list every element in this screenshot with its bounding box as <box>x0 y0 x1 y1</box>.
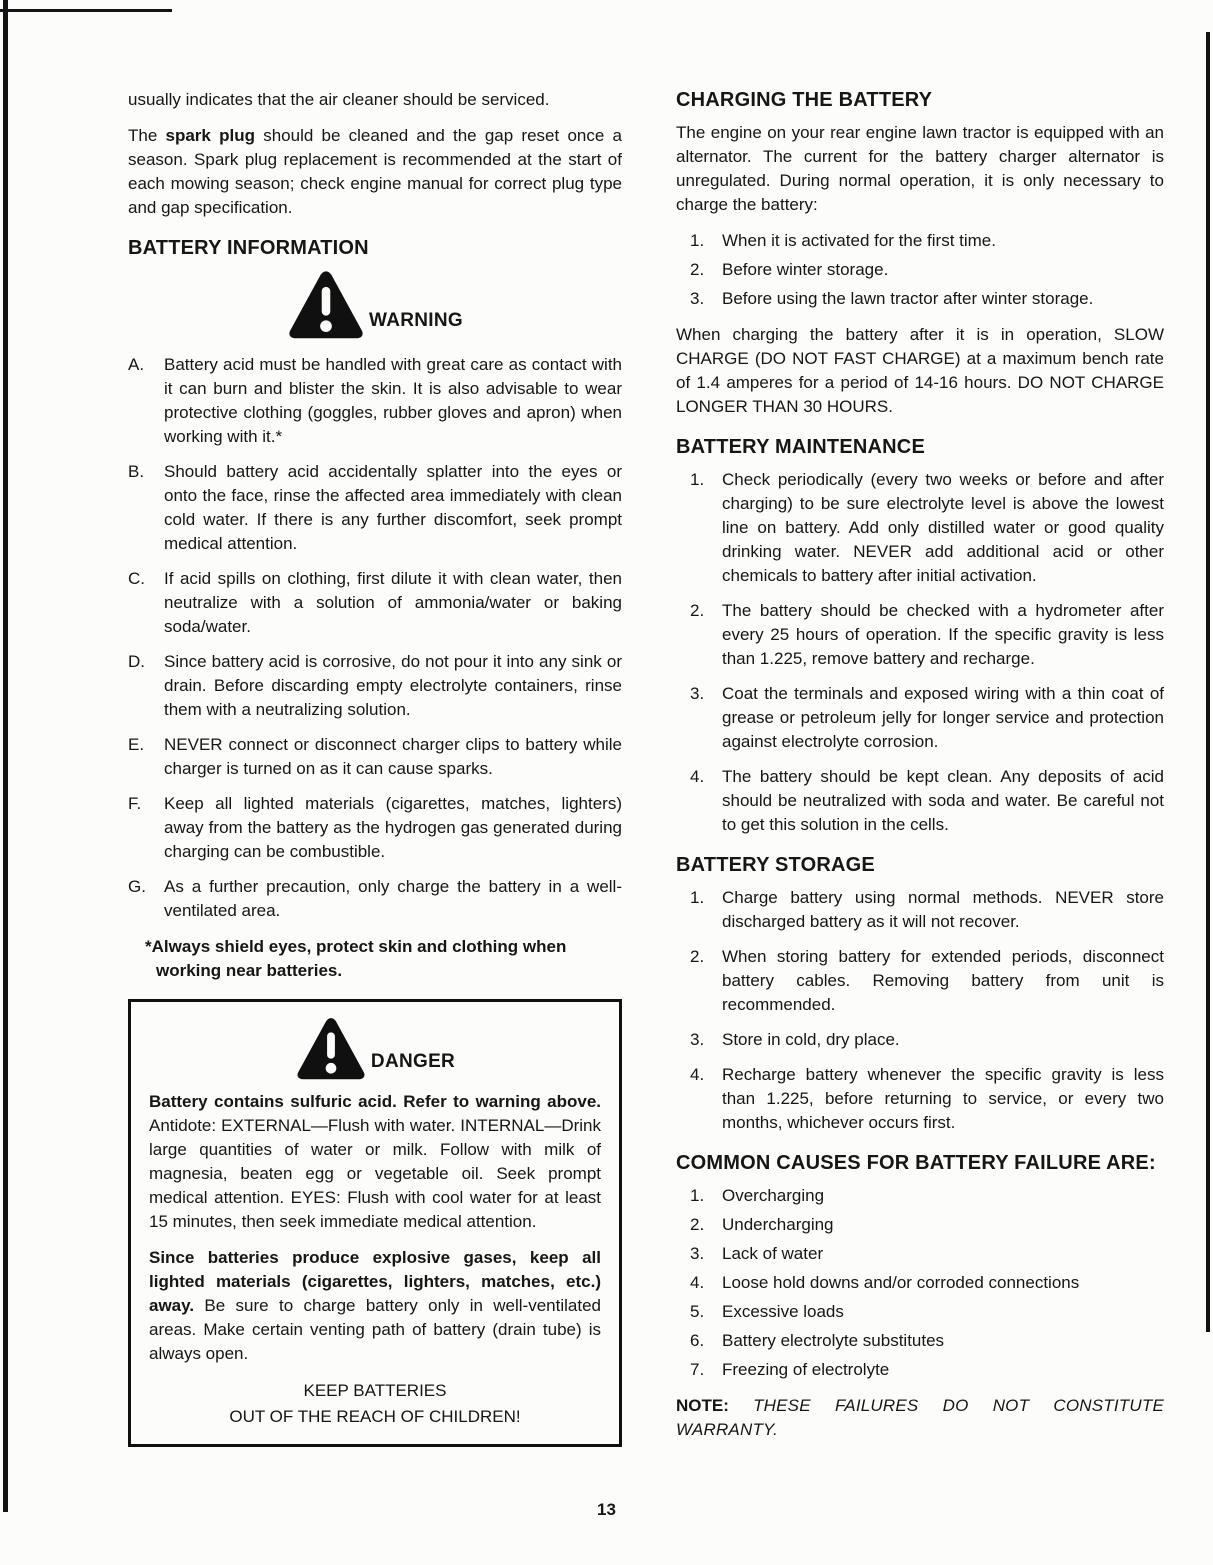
slow-charge-paragraph: When charging the battery after it is in operation, SLOW CHARGE (DO NOT FAST CHARGE) at a maximum bench rate of 1.4 amperes for a period of 14-16 hours. DO NOT CHARGE LONGER THAN 30 HOURS. <box>676 325 1164 416</box>
item-number: 1. <box>690 231 705 250</box>
battery-information-heading: BATTERY INFORMATION <box>128 237 369 259</box>
item-number: 4. <box>690 1273 705 1292</box>
item-text: NEVER connect or disconnect charger clips to battery while charger is turned on as it can cause sparks. <box>164 735 622 778</box>
storage-item-4 <box>676 1063 1164 1135</box>
note-text: THESE FAILURES DO NOT CONSTITUTE WARRANTY. <box>676 1396 1164 1439</box>
failure-item-4 <box>676 1271 1164 1295</box>
charging-battery-heading: CHARGING THE BATTERY <box>676 89 933 111</box>
battery-storage-heading: BATTERY STORAGE <box>676 854 875 876</box>
item-number: 2. <box>690 260 705 279</box>
item-number: 5. <box>690 1302 705 1321</box>
danger-antidote-paragraph <box>149 1090 601 1234</box>
warning-label: WARNING <box>369 310 463 331</box>
item-text: Battery acid must be handled with great care as contact with it can burn and blister the skin. It is also advisable to wear protective clothing (goggles, rubber gloves and apron) when working with it.* <box>164 355 622 446</box>
charging-list <box>676 229 1164 311</box>
note-label: NOTE: <box>676 1396 729 1415</box>
danger-gases-paragraph <box>149 1246 601 1366</box>
page-number: 13 <box>597 1500 616 1519</box>
warning-item-e <box>128 733 622 781</box>
storage-item-2 <box>676 945 1164 1017</box>
item-text: Check periodically (every two weeks or before and after charging) to be sure electrolyte level is above the lowest line on battery. Add only distilled water or good quality drinking water. NEVER add additional acid or other chemicals to battery after initial activation. <box>722 470 1164 585</box>
storage-item-3 <box>676 1028 1164 1052</box>
battery-warning-list <box>128 353 622 923</box>
item-letter: G. <box>128 877 146 896</box>
warning-item-d <box>128 650 622 722</box>
item-text: As a further precaution, only charge the battery in a well-ventilated area. <box>164 877 622 920</box>
warning-item-b <box>128 460 622 556</box>
danger-box <box>128 999 622 1447</box>
failure-item-3 <box>676 1242 1164 1266</box>
text-run: should be cleaned and the gap reset once a season. Spark plug replacement is recommended at the start of each mowing season; check engine manual for correct plug type and gap specification. <box>128 126 622 217</box>
item-text: Freezing of electrolyte <box>722 1360 890 1379</box>
maintenance-item-3 <box>676 682 1164 754</box>
item-number: 4. <box>690 1065 705 1084</box>
warning-triangle-icon <box>287 269 365 339</box>
item-text: Since battery acid is corrosive, do not pour it into any sink or drain. Before discarding empty electrolyte containers, rinse them with a neutralizing solution. <box>164 652 622 719</box>
warning-banner <box>128 269 622 339</box>
shield-eyes-footnote: *Always shield eyes, protect skin and clothing when working near batteries. <box>145 937 567 980</box>
scan-edge-left <box>3 0 8 1512</box>
spark-plug-paragraph <box>128 124 622 220</box>
item-number: 1. <box>690 888 705 907</box>
item-text: Charge battery using normal methods. NEVER store discharged battery as it will not recover. <box>722 888 1164 931</box>
text-run-bold: spark plug <box>165 126 255 145</box>
maintenance-list <box>676 468 1164 837</box>
item-number: 1. <box>690 1186 705 1205</box>
charging-item-2 <box>676 258 1164 282</box>
charging-item-1 <box>676 229 1164 253</box>
item-text: Before winter storage. <box>722 260 889 279</box>
text-run: Antidote: EXTERNAL—Flush with water. INTERNAL—Drink large quantities of water or milk. Follow with milk of magnesia, beaten egg or vegetable oil. Seek prompt medical attention. EYES: Flush with cool water for at least 15 minutes, then seek immediate medical attention. <box>149 1116 601 1231</box>
failure-item-7 <box>676 1358 1164 1382</box>
warning-item-f <box>128 792 622 864</box>
left-column <box>128 88 622 1447</box>
item-number: 4. <box>690 767 705 786</box>
item-text: The battery should be checked with a hydrometer after every 25 hours of operation. If the specific gravity is less than 1.225, remove battery and recharge. <box>722 601 1164 668</box>
maintenance-item-4 <box>676 765 1164 837</box>
item-text: If acid spills on clothing, first dilute it with clean water, then neutralize with a solution of ammonia/water or baking soda/water. <box>164 569 622 636</box>
danger-label: DANGER <box>370 1051 456 1072</box>
failure-item-2 <box>676 1213 1164 1237</box>
battery-failure-heading: COMMON CAUSES FOR BATTERY FAILURE ARE: <box>676 1152 1156 1174</box>
item-text: Keep all lighted materials (cigarettes, matches, lighters) away from the battery as the hydrogen gas generated during charging can be combustible. <box>164 794 622 861</box>
item-text: Coat the terminals and exposed wiring with a thin coat of grease or petroleum jelly for longer service and protection against electrolyte corrosion. <box>722 684 1164 751</box>
text-run: The <box>128 126 166 145</box>
failure-item-1 <box>676 1184 1164 1208</box>
item-text: When it is activated for the first time. <box>722 231 996 250</box>
keep-batteries-notice <box>149 1378 601 1430</box>
item-letter: F. <box>128 794 142 813</box>
item-text: Overcharging <box>722 1186 825 1205</box>
item-letter: E. <box>128 735 145 754</box>
charging-item-3 <box>676 287 1164 311</box>
text-run-bold: Battery contains sulfuric acid. Refer to warning above. <box>149 1092 601 1111</box>
item-number: 2. <box>690 1215 705 1234</box>
battery-maintenance-heading: BATTERY MAINTENANCE <box>676 436 925 458</box>
item-text: Should battery acid accidentally splatter into the eyes or onto the face, rinse the affected area immediately with clean cold water. If there is any further discomfort, seek prompt medical attention. <box>164 462 622 553</box>
item-letter: A. <box>128 355 145 374</box>
scan-edge-top <box>0 9 172 12</box>
item-text: Excessive loads <box>722 1302 844 1321</box>
air-cleaner-paragraph: usually indicates that the air cleaner should be serviced. <box>128 90 550 109</box>
item-text: Battery electrolyte substitutes <box>722 1331 945 1350</box>
item-text: Loose hold downs and/or corroded connections <box>722 1273 1080 1292</box>
keep-batteries-line1: KEEP BATTERIES <box>303 1381 447 1400</box>
item-letter: C. <box>128 569 145 588</box>
item-text: Lack of water <box>722 1244 824 1263</box>
item-text: The battery should be kept clean. Any deposits of acid should be neutralized with soda and water. Be careful not to get this solution in the cells. <box>722 767 1164 834</box>
item-number: 3. <box>690 1244 705 1263</box>
keep-batteries-line2: OUT OF THE REACH OF CHILDREN! <box>229 1407 521 1426</box>
charging-intro-paragraph: The engine on your rear engine lawn tractor is equipped with an alternator. The current for the battery charger alternator is unregulated. During normal operation, it is only necessary to charge the battery: <box>676 123 1164 214</box>
danger-triangle-icon <box>295 1016 367 1080</box>
text-run-bold: Since batteries produce explosive gases, keep all lighted materials (cigarettes, lighters, matches, etc.) away. <box>149 1248 601 1315</box>
item-number: 3. <box>690 289 705 308</box>
danger-banner <box>149 1016 601 1080</box>
item-number: 6. <box>690 1331 705 1350</box>
item-text: When storing battery for extended periods, disconnect battery cables. Removing battery from unit is recommended. <box>722 947 1164 1014</box>
item-letter: D. <box>128 652 145 671</box>
item-text: Recharge battery whenever the specific gravity is less than 1.225, before returning to service, or every two months, whichever occurs first. <box>722 1065 1164 1132</box>
right-column <box>676 88 1164 1454</box>
item-number: 7. <box>690 1360 705 1379</box>
warning-item-g <box>128 875 622 923</box>
item-number: 3. <box>690 1030 705 1049</box>
storage-item-1 <box>676 886 1164 934</box>
item-text: Store in cold, dry place. <box>722 1030 900 1049</box>
item-text: Before using the lawn tractor after winter storage. <box>722 289 1094 308</box>
failure-causes-list <box>676 1184 1164 1382</box>
item-number: 3. <box>690 684 705 703</box>
scan-edge-right <box>1206 32 1210 1332</box>
failure-item-5 <box>676 1300 1164 1324</box>
item-text: Undercharging <box>722 1215 834 1234</box>
warranty-note <box>676 1394 1164 1442</box>
failure-item-6 <box>676 1329 1164 1353</box>
warning-item-a <box>128 353 622 449</box>
item-number: 2. <box>690 947 705 966</box>
item-number: 1. <box>690 470 705 489</box>
maintenance-item-2 <box>676 599 1164 671</box>
storage-list <box>676 886 1164 1135</box>
text-run: Be sure to charge battery only in well-ventilated areas. Make certain venting path of battery (drain tube) is always open. <box>149 1296 601 1363</box>
item-number: 2. <box>690 601 705 620</box>
item-letter: B. <box>128 462 145 481</box>
warning-item-c <box>128 567 622 639</box>
maintenance-item-1 <box>676 468 1164 588</box>
